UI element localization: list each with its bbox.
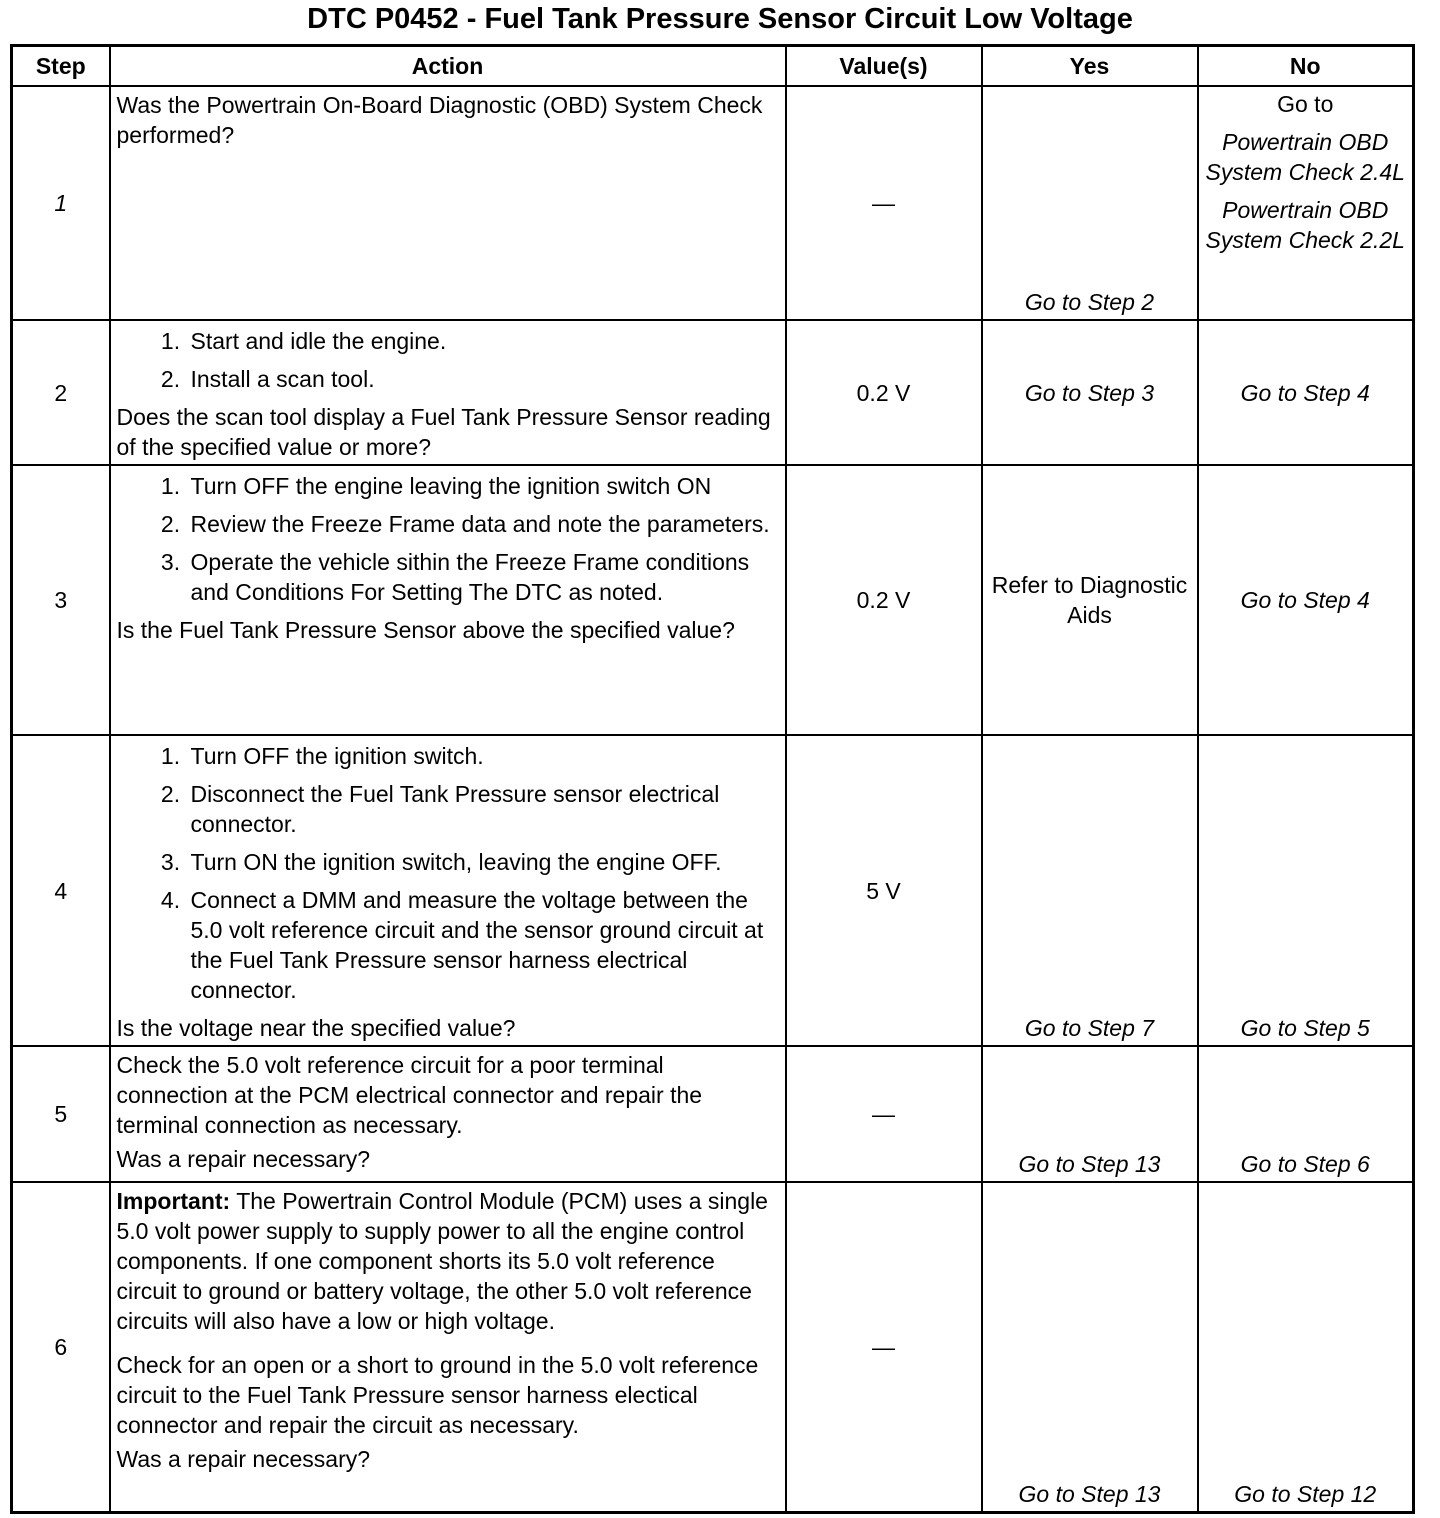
no-cell: Go to Step 4 <box>1198 465 1414 735</box>
value-cell: 0.2 V <box>786 465 982 735</box>
action-step: 4. Connect a DMM and measure the voltage between the 5.0 volt reference circuit and the sensor ground circuit at the Fuel Tank Pressure sensor harness electrical connector. <box>187 885 779 1005</box>
table-row <box>12 320 1414 465</box>
table-row <box>12 1182 1414 1512</box>
action-step: 3. Operate the vehicle sithin the Freeze Frame conditions and Conditions For Setting The DTC as noted. <box>187 547 779 607</box>
yes-cell: Go to Step 13 <box>982 1046 1198 1182</box>
no-cell: Go to Step 4 <box>1198 320 1414 465</box>
important-text: The Powertrain Control Module (PCM) uses a single 5.0 volt power supply to supply power to all the engine control components. If one component shorts its 5.0 volt reference circuit to ground or battery voltage, the other 5.0 volt reference circuits will also have a low or high voltage. <box>116 1188 768 1334</box>
yes-cell: Refer to Diagnostic Aids <box>982 465 1198 735</box>
action-step: 2. Review the Freeze Frame data and note the parameters. <box>187 509 779 539</box>
no-cell: Go to Step 6 <box>1198 1046 1414 1182</box>
header-step: Step <box>12 46 110 87</box>
yes-cell: Go to Step 3 <box>982 320 1198 465</box>
header-no: No <box>1198 46 1414 87</box>
step-number: 5 <box>12 1046 110 1182</box>
action-question: Was a repair necessary? <box>116 1446 371 1472</box>
value-cell: 5 V <box>786 735 982 1046</box>
action-question: Is the voltage near the specified value? <box>116 1015 516 1041</box>
yes-cell: Go to Step 2 <box>982 86 1198 320</box>
header-action: Action <box>110 46 786 87</box>
action-cell <box>110 320 786 465</box>
table-row <box>12 86 1414 320</box>
action-step: 1. Turn OFF the engine leaving the ignition switch ON <box>187 471 779 501</box>
action-cell <box>110 86 786 320</box>
step-number: 6 <box>12 1182 110 1512</box>
action-cell <box>110 1182 786 1512</box>
action-cell <box>110 1046 786 1182</box>
yes-cell: Go to Step 7 <box>982 735 1198 1046</box>
important-label: Important: <box>116 1188 231 1214</box>
no-prefix: Go to <box>1277 91 1334 117</box>
table-header-row <box>12 46 1414 87</box>
table-row <box>12 1046 1414 1182</box>
no-cell: Go to Step 12 <box>1198 1182 1414 1512</box>
page-title: DTC P0452 - Fuel Tank Pressure Sensor Circuit Low Voltage <box>307 3 1133 35</box>
no-reference-2-4l: Powertrain OBD System Check 2.4L <box>1205 129 1405 185</box>
diagnostic-table <box>10 44 1415 1514</box>
action-question: Does the scan tool display a Fuel Tank Pressure Sensor reading of the specified value or more? <box>116 404 771 460</box>
no-cell <box>1198 86 1414 320</box>
header-values: Value(s) <box>786 46 982 87</box>
action-steps-list <box>117 741 779 1005</box>
action-step: 1. Start and idle the engine. <box>187 326 779 356</box>
table-row <box>12 735 1414 1046</box>
action-instruction: Check for an open or a short to ground in the 5.0 volt reference circuit to the Fuel Tank Pressure sensor harness electical connector and repair the circuit as necessary. <box>116 1352 759 1438</box>
step-number: 4 <box>12 735 110 1046</box>
action-step: 1. Turn OFF the ignition switch. <box>187 741 779 771</box>
step-number: 2 <box>12 320 110 465</box>
action-text: Check the 5.0 volt reference circuit for a poor terminal connection at the PCM electrical connector and repair the terminal connection as necessary. <box>116 1052 703 1138</box>
yes-cell: Go to Step 13 <box>982 1182 1198 1512</box>
value-cell: — <box>786 1046 982 1182</box>
action-steps-list <box>117 471 779 607</box>
action-step: 3. Turn ON the ignition switch, leaving the engine OFF. <box>187 847 779 877</box>
header-yes: Yes <box>982 46 1198 87</box>
action-cell <box>110 465 786 735</box>
value-cell: 0.2 V <box>786 320 982 465</box>
action-cell <box>110 735 786 1046</box>
no-reference-2-2l: Powertrain OBD System Check 2.2L <box>1205 197 1405 253</box>
action-step: 2. Disconnect the Fuel Tank Pressure sensor electrical connector. <box>187 779 779 839</box>
value-cell: — <box>786 1182 982 1512</box>
action-step: 2. Install a scan tool. <box>187 364 779 394</box>
action-text: Was the Powertrain On-Board Diagnostic (OBD) System Check performed? <box>116 92 763 148</box>
step-number: 1 <box>12 86 110 320</box>
no-cell: Go to Step 5 <box>1198 735 1414 1046</box>
action-question: Was a repair necessary? <box>116 1146 371 1172</box>
step-number: 3 <box>12 465 110 735</box>
value-cell: — <box>786 86 982 320</box>
table-row <box>12 465 1414 735</box>
important-note <box>117 1186 779 1336</box>
action-question: Is the Fuel Tank Pressure Sensor above the specified value? <box>116 617 735 643</box>
action-steps-list <box>117 326 779 394</box>
